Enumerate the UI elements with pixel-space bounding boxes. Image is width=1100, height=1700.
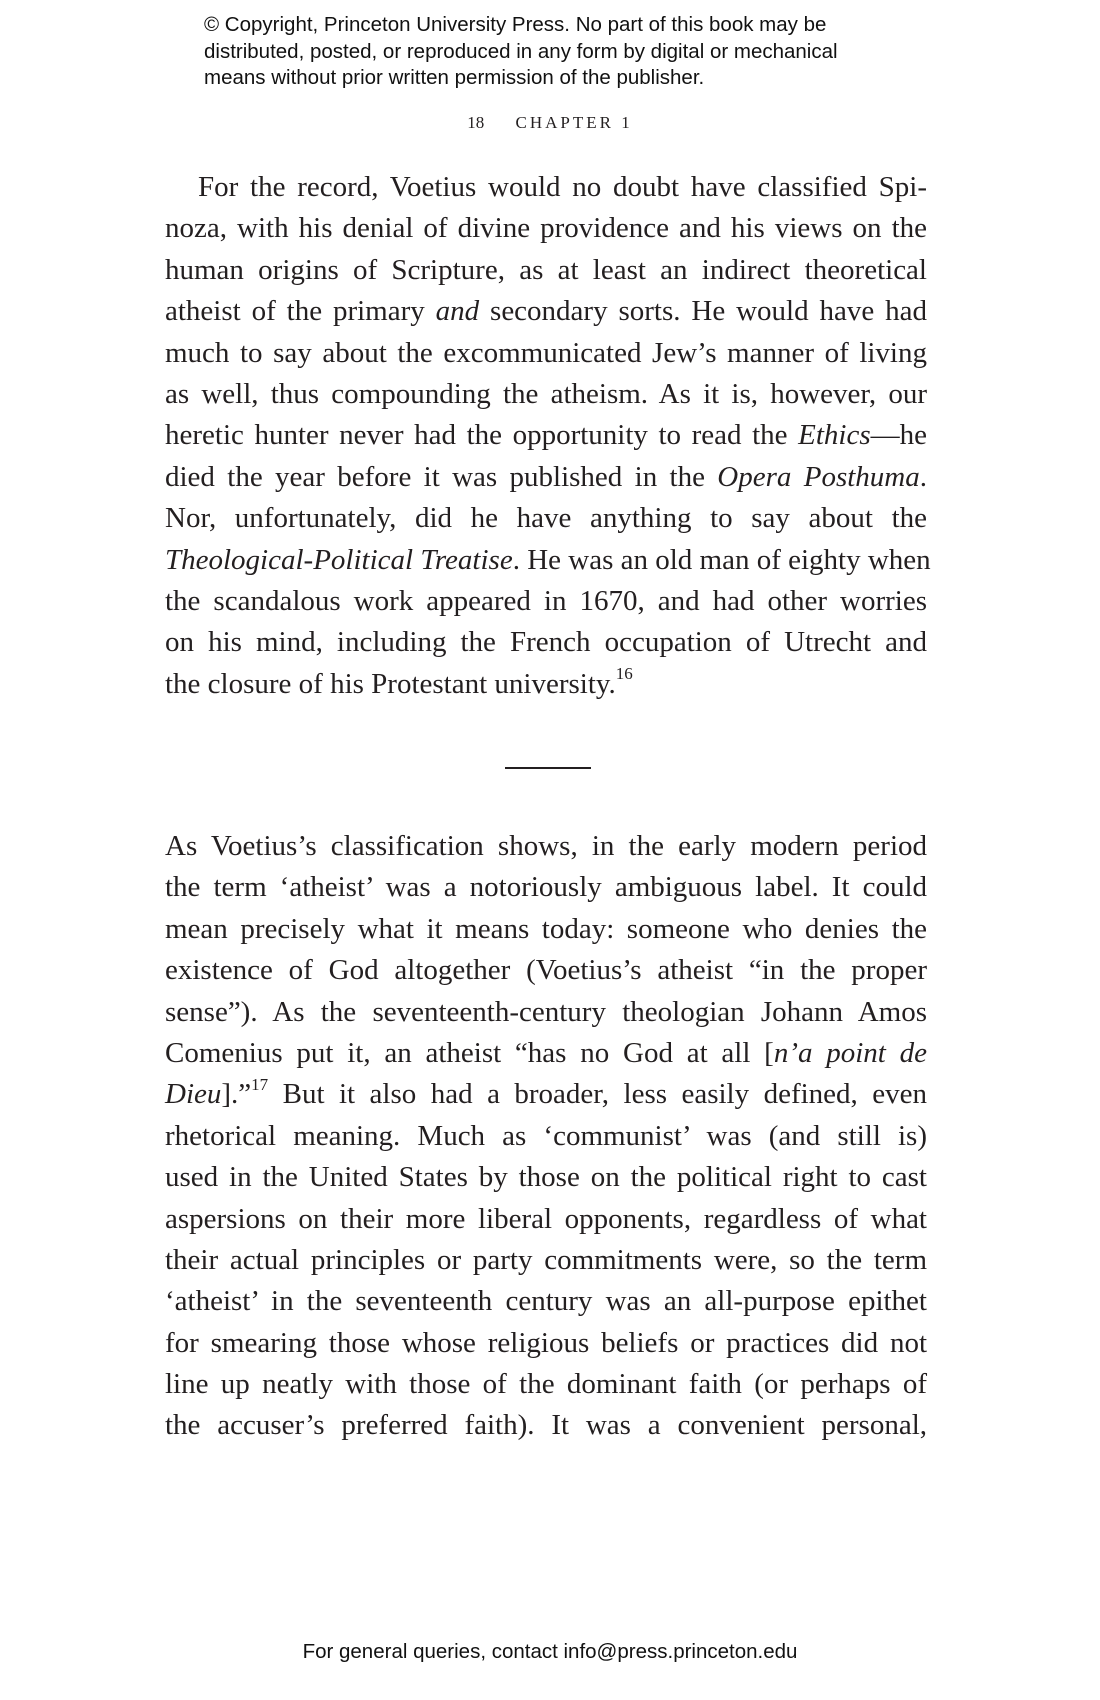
running-head (0, 113, 1100, 133)
text-line: aspersions on their more liberal opponents, regardless of what (165, 1202, 927, 1235)
text-line: for smearing those whose religious beliefs or practices did not (165, 1326, 927, 1359)
text-line: as well, thus compounding the atheism. As it is, however, our (165, 377, 927, 410)
paragraph-1 (165, 167, 931, 705)
italic-text: Theological-Political Treatise (165, 543, 513, 576)
footer-contact: For general queries, contact info@press.princeton.edu (302, 1640, 798, 1663)
text-run: the closure of his Protestant university. (165, 667, 616, 700)
text-line: sense”). As the seventeenth-century theologian Johann Amos (165, 995, 927, 1028)
text-line: noza, with his denial of divine providence and his views on the (165, 212, 927, 245)
text-line: For the record, Voetius would no doubt have classified Spi- (198, 171, 927, 203)
text-line: rhetorical meaning. Much as ‘communist’ was (and still is) (165, 1119, 927, 1152)
copyright-notice (204, 12, 924, 92)
section-break-rule (505, 767, 591, 769)
text-line (165, 457, 927, 498)
text-run: . He was an old man of eighty when (512, 543, 931, 576)
text-line: the term ‘atheist’ was a notoriously ambiguous label. It could (165, 871, 927, 904)
copyright-line: distributed, posted, or reproduced in any form by digital or mechanical (204, 39, 838, 63)
text-run: ].” (221, 1078, 252, 1111)
text-line: the accuser’s preferred faith). It was a convenient personal, (165, 1409, 927, 1442)
text-line (165, 540, 931, 581)
text-run: secondary sorts. He would have had (479, 295, 927, 328)
text-line (165, 415, 927, 456)
text-line: the scandalous work appeared in 1670, and had other worries (165, 584, 927, 617)
text-line: ‘atheist’ in the seventeenth century was an all-purpose epithet (165, 1285, 927, 1318)
text-line: used in the United States by those on the political right to cast (165, 1161, 927, 1194)
italic-text: Dieu (165, 1078, 222, 1111)
text-line (165, 291, 927, 332)
italic-text: and (435, 295, 480, 328)
text-run: But it also had a broader, less easily defined, even (268, 1078, 927, 1111)
paragraph-2 (165, 826, 927, 1447)
chapter-label: CHAPTER 1 (515, 113, 633, 132)
text-line: much to say about the excommunicated Jew’s manner of living (165, 336, 927, 369)
text-line: Nor, unfortunately, did he have anything to say about the (165, 502, 927, 535)
text-line: As Voetius’s classification shows, in the early modern period (165, 830, 927, 862)
text-line: on his mind, including the French occupation of Utrecht and (165, 626, 927, 659)
page-number: 18 (467, 113, 485, 132)
text-line (165, 1033, 927, 1074)
text-line: line up neatly with those of the dominant faith (or perhaps of (165, 1368, 927, 1401)
text-run: atheist of the primary (165, 295, 436, 328)
footnote-ref-17[interactable]: 17 (251, 1074, 269, 1094)
text-run: Comenius put it, an atheist “has no God at all [ (165, 1036, 774, 1069)
text-run: —he (870, 419, 927, 452)
italic-text: Ethics (798, 419, 871, 452)
text-run: died the year before it was published in the (165, 460, 718, 493)
copyright-line: means without prior written permission of the publisher. (204, 66, 705, 89)
italic-text: Opera Posthuma (717, 460, 920, 493)
text-line (165, 1074, 927, 1115)
text-line (165, 664, 927, 705)
text-run: . (919, 460, 927, 493)
copyright-line: © Copyright, Princeton University Press. No part of this book may be (204, 13, 827, 36)
italic-text: n’a point de (773, 1036, 927, 1069)
footnote-ref-16[interactable]: 16 (615, 664, 633, 684)
text-line: human origins of Scripture, as at least an indirect theoretical (165, 253, 927, 286)
text-line: their actual principles or party commitments were, so the term (165, 1243, 927, 1276)
text-line: mean precisely what it means today: someone who denies the (165, 912, 927, 945)
text-run: heretic hunter never had the opportunity to read the (165, 419, 799, 452)
text-line: existence of God altogether (Voetius’s atheist “in the proper (165, 954, 927, 987)
